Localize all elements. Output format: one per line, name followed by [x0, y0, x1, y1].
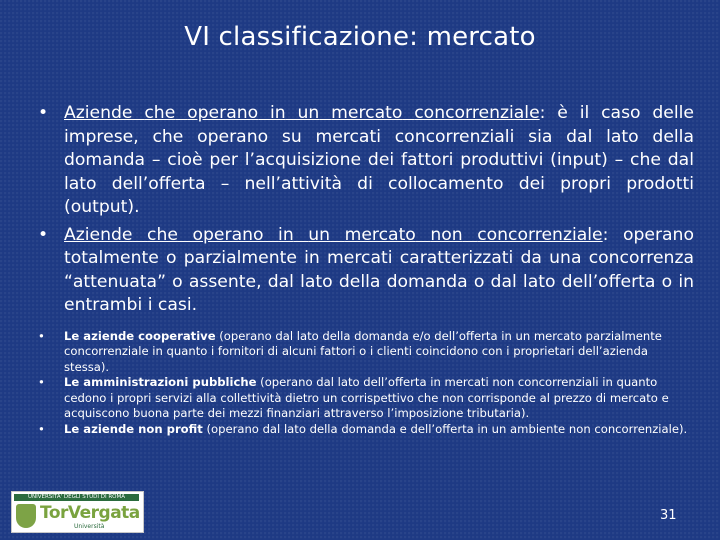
bullet-lead-phrase: Aziende che operano in un mercato concorrenziale	[64, 103, 540, 123]
sub-bullet-heading: Le aziende non profit	[64, 421, 203, 436]
university-logo	[11, 491, 144, 533]
bullet-non-competitive-market	[38, 224, 694, 318]
logo-name: TorVergata	[40, 503, 140, 523]
sub-bullet-text: (operano dal lato della domanda e dell’offerta in un ambiente non concorrenziale).	[202, 421, 688, 436]
sub-bullet-heading: Le aziende cooperative	[64, 328, 216, 343]
bullet-list	[38, 102, 694, 437]
logo-emblem-icon	[16, 504, 36, 528]
sub-bullet-text: (operano dal lato dell’offerta in mercati non concorrenziali in quanto cedono i propri servizi alla collettività dietro un corrispettivo che non corrisponde al prezzo di mercato e acquiscono buona parte dei mezzi finanziari attraverso l’imposizione tributaria).	[64, 375, 669, 420]
slide-title: VI classificazione: mercato	[184, 22, 536, 52]
bullet-lead-phrase: Aziende che operano in un mercato non concorrenziale	[64, 224, 603, 245]
logo-banner: UNIVERSITA' DEGLI STUDI DI ROMA	[14, 494, 139, 501]
sub-bullet-non-profit	[38, 422, 694, 438]
logo-subtitle: Università	[74, 523, 105, 530]
sub-bullet-heading: Le amministrazioni pubbliche	[64, 375, 257, 389]
bullet-competitive-market	[38, 102, 694, 220]
page-number: 31	[660, 508, 677, 523]
sub-bullet-public-admin	[38, 375, 694, 422]
sub-bullet-cooperative	[38, 329, 694, 376]
bullet-text: : operano totalmente o parzialmente in mercati caratterizzati da una concorrenza “attenuata” o assente, dal lato della domanda o dal lato dell’offerta o in entrambi i casi.	[64, 224, 694, 315]
sub-bullet-text: (operano dal lato della domanda e/o dell’offerta in un mercato parzialmente concorrenziale in quanto i fornitori di alcuni fattori o i clienti coincidono con i proprietari dell’azienda stessa).	[64, 328, 662, 374]
bullet-text: : è il caso delle imprese, che operano su mercati concorrenziali sia dal lato della domanda – cioè per l’acquisizione dei fattori produttivi (input) – che dal lato dell’offerta – nell’attività di collocamento dei propri prodotti (output).	[64, 103, 694, 217]
